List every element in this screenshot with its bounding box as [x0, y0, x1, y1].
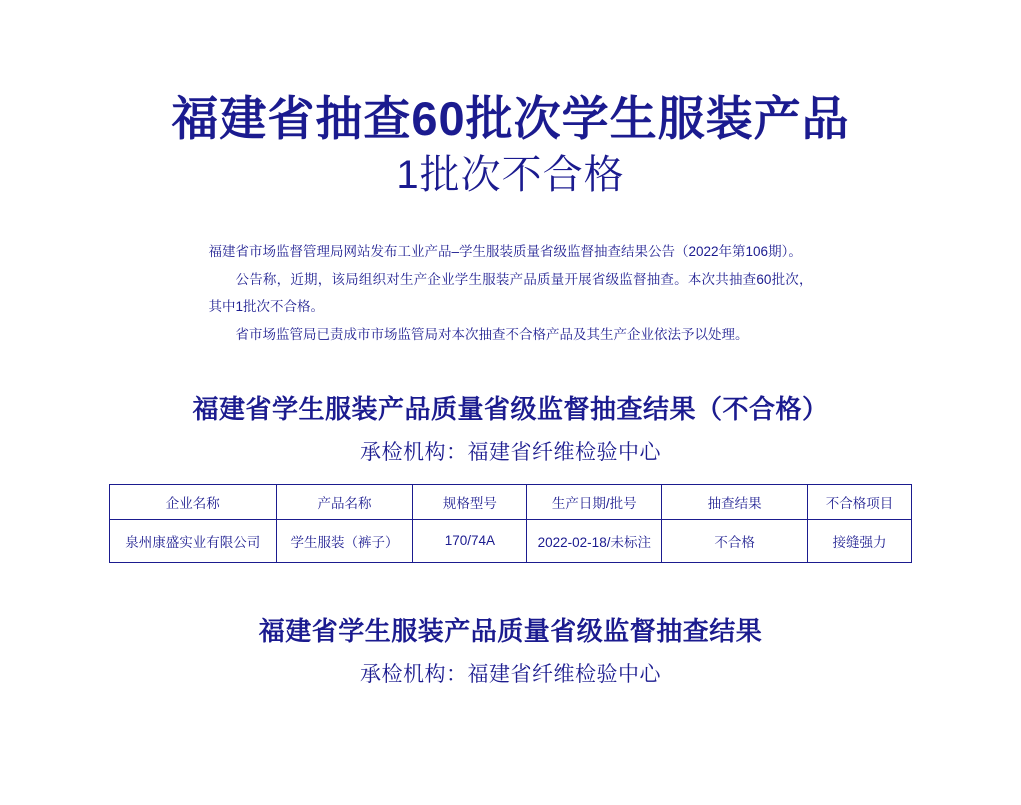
headline-line-2: 1批次不合格	[396, 153, 625, 198]
results-table	[109, 484, 912, 563]
results-table-head	[110, 484, 912, 519]
cell-date: 2022-02-18/未标注	[527, 519, 662, 562]
column-header-failed-item: 不合格项目	[808, 484, 912, 519]
body-paragraph-3: 省市场监管局已责成市市场监管局对本次抽查不合格产品及其生产企业依法予以处理。	[235, 327, 749, 343]
cell-product: 学生服装（裤子）	[276, 519, 413, 562]
column-header-product: 产品名称	[276, 484, 413, 519]
headline-line-1: 福建省抽查60批次学生服装产品	[171, 92, 850, 145]
results-table-wrapper	[109, 484, 912, 563]
column-header-model: 规格型号	[413, 484, 527, 519]
table-header-row	[110, 484, 912, 519]
cell-company: 泉州康盛实业有限公司	[110, 519, 277, 562]
column-header-date: 生产日期/批号	[527, 484, 662, 519]
cell-result: 不合格	[662, 519, 808, 562]
cell-model: 170/74A	[413, 519, 527, 562]
page-title	[0, 92, 1021, 200]
section-2-title: 福建省学生服装产品质量省级监督抽查结果	[258, 615, 763, 646]
section-2-subtitle: 承检机构：福建省纤维检验中心	[360, 662, 661, 686]
body-paragraph-1: 福建省市场监督管理局网站发布工业产品–学生服装质量省级监督抽查结果公告（2022年第106期）。	[208, 244, 802, 260]
column-header-company: 企业名称	[110, 484, 277, 519]
document-page	[0, 92, 1021, 805]
section-1-title: 福建省学生服装产品质量省级监督抽查结果（不合格）	[192, 393, 829, 424]
body-paragraph-2: 公告称，近期，该局组织对生产企业学生服装产品质量开展省级监督抽查。本次共抽查60批次，其中1批次不合格。	[208, 271, 813, 315]
article-body	[209, 238, 813, 349]
results-table-body	[110, 519, 912, 562]
column-header-result: 抽查结果	[662, 484, 808, 519]
section-1-subtitle: 承检机构：福建省纤维检验中心	[360, 440, 661, 464]
cell-failed-item: 接缝强力	[808, 519, 912, 562]
table-row	[110, 519, 912, 562]
